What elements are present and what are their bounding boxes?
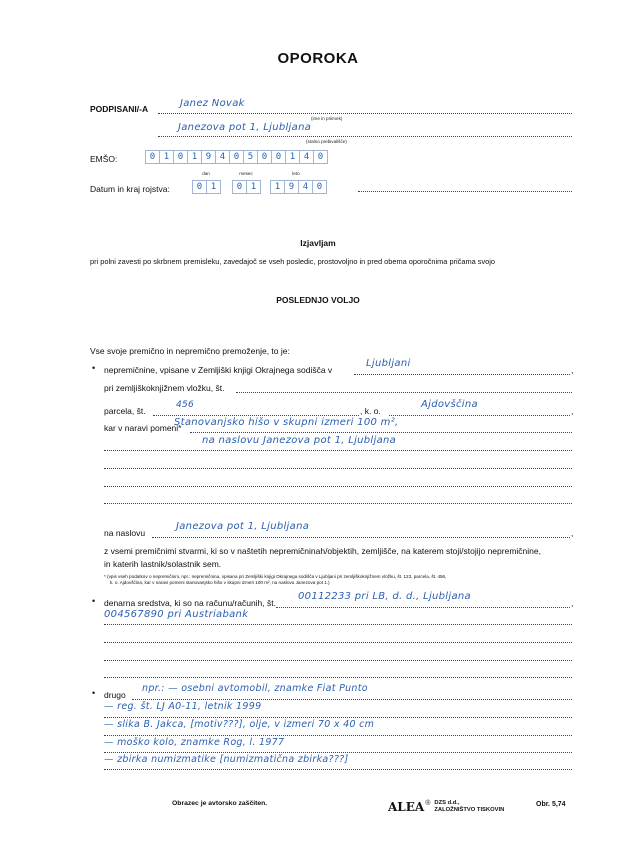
emso-boxes[interactable] [145, 150, 328, 164]
year-label: leto [292, 171, 300, 176]
other-value-5[interactable]: — zbirka numizmatike [numizmatična zbirka???] [104, 754, 349, 765]
comma: , [571, 598, 574, 608]
other-line-3 [104, 735, 572, 736]
funds-value-2[interactable]: 004567890 pri Austriabank [104, 609, 249, 620]
funds-line-2 [104, 624, 572, 625]
birth-label: Datum in kraj rojstva: [90, 184, 170, 194]
comma: , [571, 406, 574, 416]
emso-digit: 0 [258, 150, 272, 164]
year-digit: 1 [270, 180, 285, 194]
publisher-logo [388, 800, 504, 814]
other-line-4 [104, 752, 572, 753]
emso-digit: 0 [145, 150, 160, 164]
nature-line-1 [190, 432, 572, 433]
ko-line [389, 415, 570, 416]
re-address-line [152, 537, 570, 538]
registered-mark: ® [425, 800, 431, 807]
emso-digit: 0 [174, 150, 188, 164]
other-line-1 [132, 699, 572, 700]
nature-label: kar v naravi pomeni* [104, 423, 182, 433]
declaration-text: pri polni zavesti po skrbnem premisleku, zavedajoč se vseh posledic, prostovoljno in pred obema oporočnima pričama svojo [90, 257, 496, 266]
publisher-name: DZS d.d., [434, 800, 460, 806]
day-digit: 1 [207, 180, 221, 194]
month-digit: 1 [247, 180, 261, 194]
birthplace-line[interactable] [358, 191, 572, 192]
address-hint: (stalno prebivališče) [306, 139, 347, 144]
footnote-2: k. o. Ajdovščina, kar v naravi pomeni stanovanjsko hišo v skupni izmeri 100 m², na naslovu Janezova pot 1.) [110, 580, 330, 585]
blank-line[interactable] [104, 486, 572, 487]
land-registry-label: pri zemljiškoknjižnem vložku, št. [104, 383, 225, 393]
document-title: OPOROKA [277, 50, 359, 67]
bullet-other: • [92, 688, 96, 698]
form-number: Obr. 5,74 [536, 801, 566, 808]
other-value-3[interactable]: — slika B. Jakca, [motiv???], olje, v izmeri 70 x 40 cm [104, 719, 375, 730]
year-digit: 4 [299, 180, 313, 194]
emso-label: EMŠO: [90, 154, 118, 164]
ko-value[interactable]: Ajdovščina [421, 399, 478, 410]
real-estate-label: nepremičnine, vpisane v Zemljiški knjigi Okrajnega sodišča v [104, 365, 333, 375]
blank-line[interactable] [104, 503, 572, 504]
other-value-2[interactable]: — reg. št. LJ A0-11, letnik 1999 [104, 701, 262, 712]
emso-digit: 4 [216, 150, 230, 164]
birth-month-boxes[interactable] [232, 180, 261, 194]
will-heading: POSLEDNJO VOLJO [276, 295, 360, 305]
year-digit: 0 [313, 180, 327, 194]
court-line [354, 374, 570, 375]
other-value-4[interactable]: — moško kolo, znamke Rog, l. 1977 [104, 737, 285, 748]
other-line-2 [104, 717, 572, 718]
nature-value-2[interactable]: na naslovu Janezova pot 1, Ljubljana [202, 435, 397, 446]
declaration-heading: Izjavljam [300, 238, 336, 248]
publisher-division: ZALOŽNIŠTVO TISKOVIN [434, 807, 505, 813]
signatory-label: PODPISANI/-A [90, 104, 149, 114]
emso-digit: 1 [160, 150, 174, 164]
birth-year-boxes[interactable] [270, 180, 327, 194]
alea-logo: ALEA [388, 800, 425, 814]
signatory-address[interactable]: Janezova pot 1, Ljubljana [178, 122, 312, 133]
comma: , [571, 365, 574, 375]
bullet-funds: • [92, 596, 96, 606]
emso-digit: 1 [188, 150, 202, 164]
emso-digit: 9 [202, 150, 216, 164]
blank-line[interactable] [104, 642, 572, 643]
parcel-value[interactable]: 456 [176, 400, 195, 410]
emso-digit: 4 [300, 150, 314, 164]
emso-digit: 1 [286, 150, 300, 164]
nature-value-1[interactable]: Stanovanjsko hišo v skupni izmeri 100 m², [174, 417, 399, 428]
funds-value-1[interactable]: 00112233 pri LB, d. d., Ljubljana [298, 591, 471, 602]
emso-digit: 0 [272, 150, 286, 164]
month-label: mesec [239, 171, 253, 176]
emso-digit: 0 [314, 150, 328, 164]
funds-line-1 [276, 607, 570, 608]
comma: , [571, 528, 574, 538]
address-line [158, 136, 572, 137]
movables-text-1: z vsemi premičnimi stvarmi, ki so v naštetih nepremičninah/objektih, zemljišče, na katerem stoji/stojijo nepremičnine, [104, 546, 541, 556]
footnote-1: * (vpis vseh podatkov o nepremičnini, npr.: nepremičnina, vpisana pri Zemljiški knjigi Okrajnega sodišča v Ljubljani pri zemljiškoknjižnem vložku, št. 123, parcela, št. 456, [104, 574, 447, 579]
copyright-notice: Obrazec je avtorsko zaščiten. [172, 800, 268, 807]
ko-label: , k. o. [360, 406, 381, 416]
re-address-value[interactable]: Janezova pot 1, Ljubljana [176, 521, 310, 532]
nature-line-2 [104, 450, 572, 451]
blank-line[interactable] [104, 677, 572, 678]
bullet-real-estate: • [92, 363, 96, 373]
name-line [158, 113, 572, 114]
name-hint: (ime in priimek) [311, 116, 343, 121]
month-digit: 0 [232, 180, 247, 194]
blank-line[interactable] [104, 468, 572, 469]
movables-text-2: in katerih lastnik/solastnik sem. [104, 559, 222, 569]
other-line-5 [104, 769, 572, 770]
emso-digit: 0 [230, 150, 244, 164]
year-digit: 9 [285, 180, 299, 194]
parcel-label: parcela, št. [104, 406, 146, 416]
property-intro: Vse svoje premično in nepremično premoženje, to je: [90, 346, 290, 356]
parcel-line [153, 415, 359, 416]
other-label: drugo [104, 690, 126, 700]
re-address-label: na naslovu [104, 528, 146, 538]
day-label: dan [202, 171, 210, 176]
funds-label: denarna sredstva, ki so na računu/računih, št. [104, 598, 276, 608]
emso-digit: 5 [244, 150, 258, 164]
court-value[interactable]: Ljubljani [366, 358, 411, 369]
land-registry-line[interactable] [236, 392, 572, 393]
other-value-1[interactable]: npr.: — osebni avtomobil, znamke Fiat Punto [142, 683, 368, 694]
birth-day-boxes[interactable] [192, 180, 221, 194]
blank-line[interactable] [104, 660, 572, 661]
day-digit: 0 [192, 180, 207, 194]
signatory-name[interactable]: Janez Novak [180, 98, 245, 109]
